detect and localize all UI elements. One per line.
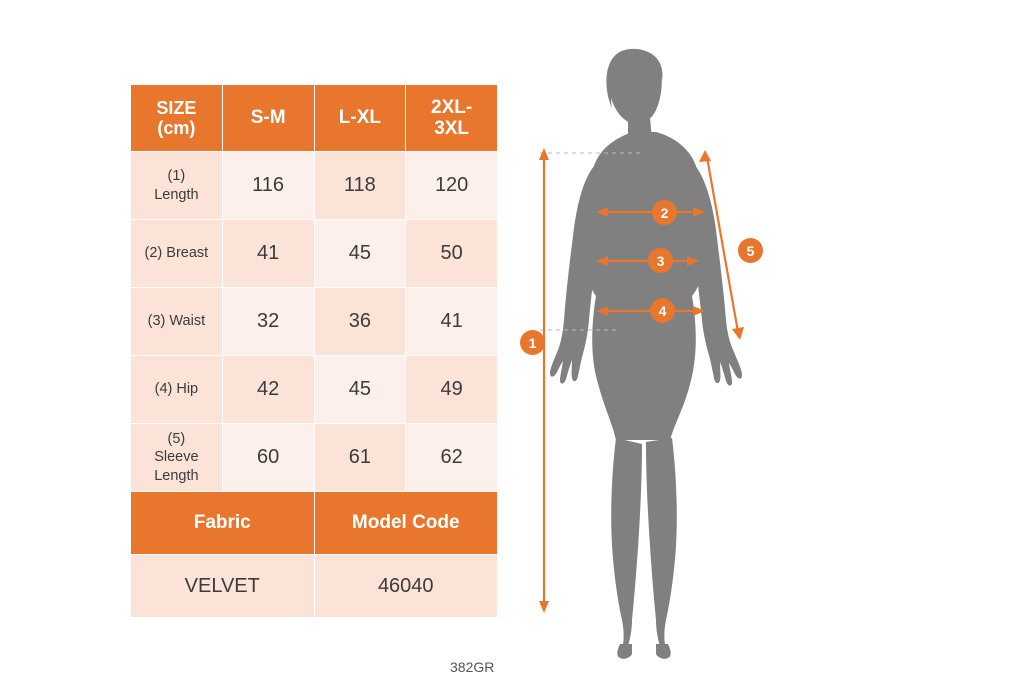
table-row [131,152,498,220]
row-label-hip-line1: (4) Hip [154,381,199,398]
badge-hip: 4 [650,298,675,323]
cell-hip-l-xl: 45 [314,356,406,424]
column-header-size-line2: (cm) [157,118,196,138]
column-header-l-xl: L-XL [314,85,406,152]
footer-header-model-code: Model Code [314,492,498,555]
cell-waist-2xl-3xl: 41 [406,288,498,356]
cell-waist-s-m: 32 [222,288,314,356]
table-header-row [131,85,498,152]
measurement-figure [520,20,850,670]
column-header-2xl-line1: 2XL- [431,96,473,118]
cell-length-l-xl: 118 [314,152,406,220]
cell-length-s-m: 116 [222,152,314,220]
row-label-sleeve-line2: Sleeve Length [154,449,199,484]
female-silhouette [550,49,742,659]
table-footer-row [131,555,498,618]
cell-length-2xl-3xl: 120 [406,152,498,220]
cell-hip-s-m: 42 [222,356,314,424]
table-row [131,288,498,356]
cell-waist-l-xl: 36 [314,288,406,356]
figure-svg [520,20,850,670]
cell-sleeve-2xl-3xl: 62 [406,424,498,492]
cell-breast-l-xl: 45 [314,220,406,288]
table-row [131,424,498,492]
row-label-waist-line1: (3) Waist [147,313,206,330]
cell-sleeve-l-xl: 61 [314,424,406,492]
column-header-2xl-3xl [406,85,498,152]
table-footer-header-row [131,492,498,555]
table-header [131,85,498,152]
column-header-2xl-line2: 3XL [434,118,470,139]
model-code-caption: 382GR [450,659,495,675]
row-label-sleeve-line1: (5) [167,431,186,448]
table-row [131,356,498,424]
row-label-sleeve-length [131,424,223,492]
badge-breast: 2 [652,200,677,225]
column-header-s-m: S-M [222,85,314,152]
row-label-length-line2: Length [154,186,199,203]
footer-header-fabric: Fabric [131,492,315,555]
row-label-hip [131,356,223,424]
cell-hip-2xl-3xl: 49 [406,356,498,424]
arrow-length-head-top [539,148,549,160]
row-label-length [131,152,223,220]
row-label-breast-line1: (2) Breast [144,245,209,262]
badge-sleeve-length: 5 [738,238,763,263]
row-label-waist [131,288,223,356]
footer-value-model-code: 46040 [314,555,498,618]
row-label-length-line1: (1) [167,168,186,185]
column-header-size [131,85,223,152]
column-header-size-line1: SIZE [156,97,197,118]
cell-breast-s-m: 41 [222,220,314,288]
size-chart-table [130,84,498,618]
table-body [131,152,498,618]
badge-length: 1 [520,330,545,355]
table-row [131,220,498,288]
footer-value-fabric: VELVET [131,555,315,618]
row-label-breast [131,220,223,288]
cell-breast-2xl-3xl: 50 [406,220,498,288]
badge-waist: 3 [648,248,673,273]
cell-sleeve-s-m: 60 [222,424,314,492]
arrow-length-head-bottom [539,601,549,613]
